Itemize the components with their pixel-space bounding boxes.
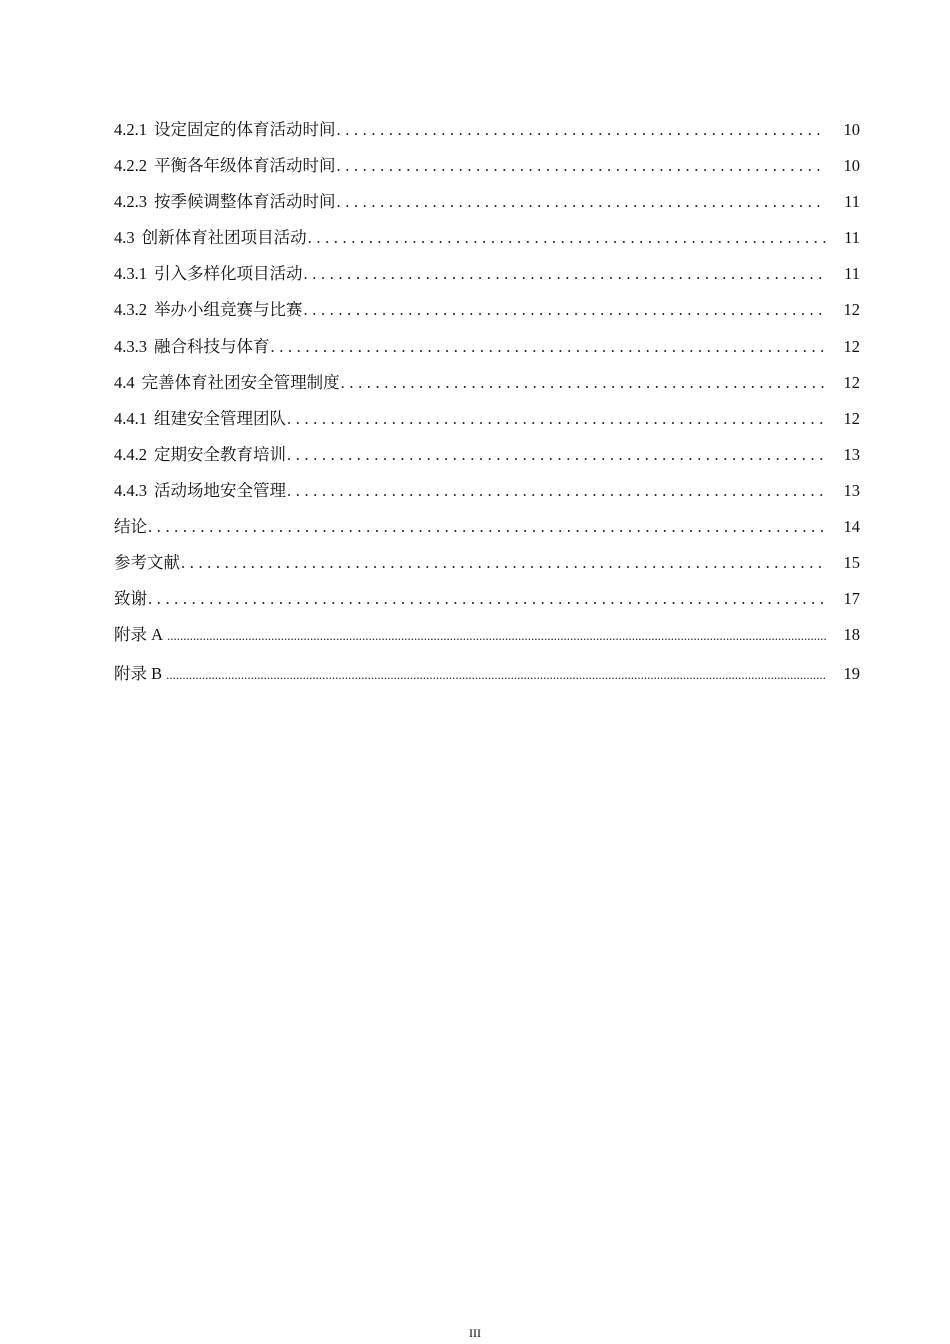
toc-entry-appendix-b[interactable] bbox=[114, 656, 860, 695]
toc-entry-4-2-2[interactable] bbox=[114, 148, 860, 184]
toc-entry-title: 致谢 bbox=[114, 589, 147, 609]
toc-dot-leader bbox=[341, 365, 826, 401]
toc-entry-page: 10 bbox=[843, 120, 860, 139]
toc-dot-leader bbox=[148, 581, 826, 617]
toc-dot-leader bbox=[181, 545, 826, 581]
toc-dot-leader bbox=[304, 292, 827, 328]
toc-entry-appendix-a[interactable] bbox=[114, 617, 860, 656]
toc-entry-title: 结论 bbox=[114, 517, 147, 537]
toc-entry-4-2-3[interactable] bbox=[114, 184, 860, 220]
toc-entry-number: 4.3 bbox=[114, 228, 135, 248]
toc-entry-page: 11 bbox=[844, 192, 860, 212]
toc-entry-acknowledgements[interactable] bbox=[114, 581, 860, 617]
toc-entry-number: 4.2.2 bbox=[114, 156, 147, 176]
toc-entry-title: 参考文献 bbox=[114, 553, 180, 573]
toc-entry-number: 4.4.2 bbox=[114, 444, 147, 464]
toc-dot-leader bbox=[166, 657, 826, 693]
toc-entry-page: 11 bbox=[844, 264, 860, 284]
toc-entry-title: 平衡各年级体育活动时间 bbox=[154, 156, 336, 176]
toc-dot-leader bbox=[287, 473, 826, 509]
toc-entry-4-4-2[interactable] bbox=[114, 437, 860, 473]
toc-entry-title: 完善体育社团安全管理制度 bbox=[141, 372, 340, 392]
toc-dot-leader bbox=[271, 329, 827, 365]
toc-entry-number: 4.4 bbox=[114, 372, 135, 392]
toc-entry-title: 附录 A bbox=[114, 625, 164, 645]
table-of-contents bbox=[114, 112, 860, 694]
toc-entry-title: 设定固定的体育活动时间 bbox=[154, 120, 336, 139]
toc-entry-4-3-1[interactable] bbox=[114, 256, 860, 292]
toc-entry-title: 举办小组竞赛与比赛 bbox=[154, 300, 303, 320]
toc-entry-page: 12 bbox=[843, 300, 860, 320]
toc-dot-leader bbox=[337, 148, 827, 184]
toc-entry-title: 定期安全教育培训 bbox=[154, 444, 286, 464]
toc-entry-number: 4.4.3 bbox=[114, 480, 147, 500]
toc-entry-4-2-1[interactable] bbox=[114, 112, 860, 148]
toc-entry-page: 19 bbox=[843, 663, 860, 683]
toc-entry-conclusion[interactable] bbox=[114, 509, 860, 545]
toc-dot-leader bbox=[308, 220, 826, 256]
toc-entry-number: 4.3.2 bbox=[114, 300, 147, 320]
toc-entry-title: 组建安全管理团队 bbox=[154, 408, 286, 428]
toc-entry-title: 引入多样化项目活动 bbox=[154, 264, 303, 284]
toc-dot-leader bbox=[337, 112, 827, 148]
toc-entry-4-3-3[interactable] bbox=[114, 329, 860, 365]
toc-entry-number: 4.4.1 bbox=[114, 408, 147, 428]
toc-entry-4-4-1[interactable] bbox=[114, 401, 860, 437]
toc-entry-page: 17 bbox=[843, 589, 860, 609]
toc-entry-title: 附录 B bbox=[114, 663, 163, 683]
toc-dot-leader bbox=[287, 437, 826, 473]
toc-dot-leader bbox=[148, 509, 826, 545]
toc-entry-page: 12 bbox=[843, 408, 860, 428]
toc-entry-4-4-3[interactable] bbox=[114, 473, 860, 509]
toc-entry-page: 13 bbox=[843, 444, 860, 464]
toc-entry-number: 4.2.3 bbox=[114, 192, 147, 212]
toc-entry-title: 融合科技与体育 bbox=[154, 336, 270, 356]
toc-entry-page: 14 bbox=[843, 517, 860, 537]
toc-entry-number: 4.3.3 bbox=[114, 336, 147, 356]
toc-entry-page: 13 bbox=[843, 480, 860, 500]
page-number-footer: III bbox=[469, 1326, 481, 1340]
toc-entry-4-3[interactable] bbox=[114, 220, 860, 256]
toc-entry-4-4[interactable] bbox=[114, 365, 860, 401]
toc-entry-page: 15 bbox=[843, 553, 860, 573]
toc-entry-title: 创新体育社团项目活动 bbox=[141, 228, 307, 248]
toc-dot-leader bbox=[304, 256, 827, 292]
toc-entry-page: 10 bbox=[843, 156, 860, 176]
toc-dot-leader bbox=[167, 618, 826, 654]
toc-entry-title: 按季候调整体育活动时间 bbox=[154, 192, 336, 212]
toc-entry-page: 11 bbox=[844, 228, 860, 248]
toc-dot-leader bbox=[337, 184, 827, 220]
toc-entry-references[interactable] bbox=[114, 545, 860, 581]
toc-entry-page: 12 bbox=[843, 372, 860, 392]
toc-entry-number: 4.2.1 bbox=[114, 120, 147, 139]
toc-entry-page: 12 bbox=[843, 336, 860, 356]
toc-entry-title: 活动场地安全管理 bbox=[154, 480, 286, 500]
toc-entry-page: 18 bbox=[843, 625, 860, 645]
toc-entry-4-3-2[interactable] bbox=[114, 292, 860, 328]
toc-entry-number: 4.3.1 bbox=[114, 264, 147, 284]
toc-dot-leader bbox=[287, 401, 826, 437]
